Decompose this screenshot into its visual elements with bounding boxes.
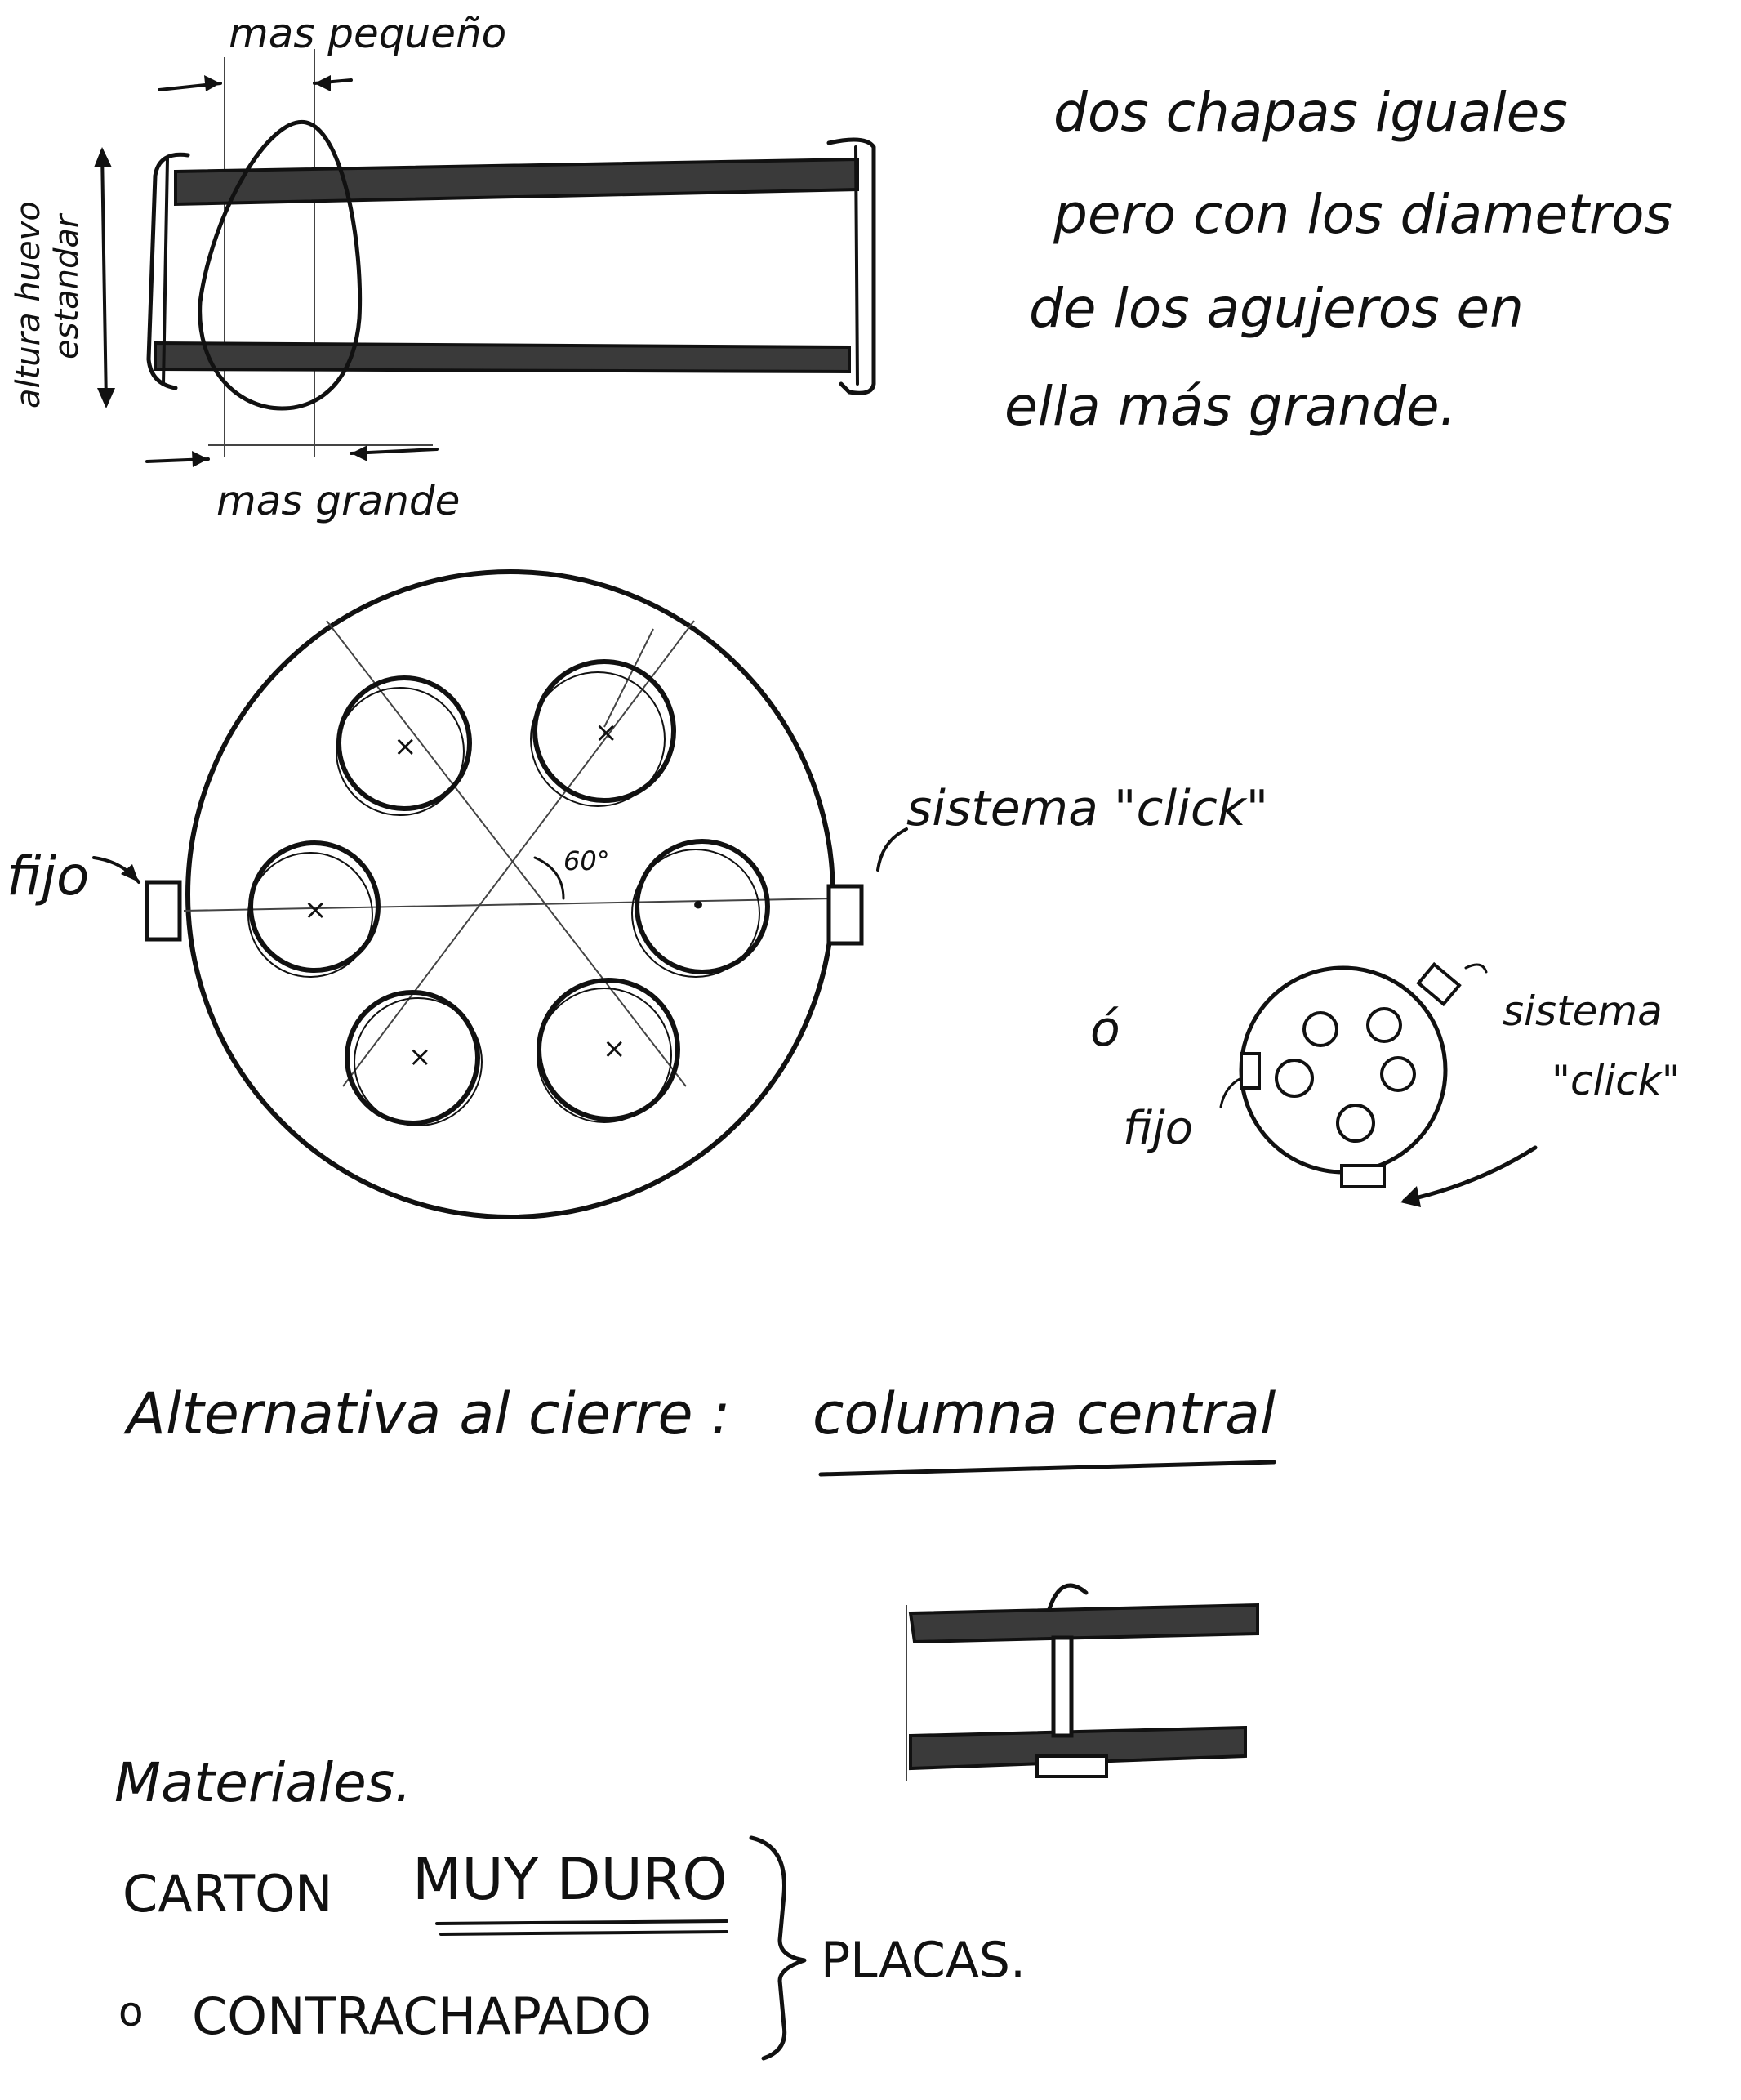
arrowhead [97, 388, 115, 408]
fixed-hinge-tab [147, 882, 180, 939]
column-base [1037, 1756, 1106, 1777]
egg-hole [632, 841, 768, 977]
central-column-sketch [906, 1585, 1258, 1781]
material-option-1-emphasis: MUY DURO [412, 1846, 728, 1913]
plate-centerline [184, 898, 837, 911]
materials-section [114, 1751, 1026, 2058]
material-option-2: CONTRACHAPADO [192, 1986, 652, 2046]
closure-alternative [123, 1380, 1276, 1474]
egg-hole [537, 980, 678, 1122]
column-knob [1049, 1585, 1086, 1609]
small-hole [1338, 1105, 1374, 1141]
alternative-prefix: Alternativa al cierre : [127, 1380, 731, 1447]
small-hole [1368, 1009, 1400, 1041]
label-bigger: mas grande [216, 477, 461, 524]
plates-label: PLACAS. [821, 1932, 1026, 1989]
angle-label: 60° [563, 845, 610, 876]
note-line-3: de los agujeros en [1029, 277, 1524, 340]
click-latch-tab [829, 886, 862, 943]
answer-underline [821, 1462, 1274, 1474]
emphasis-underline-2 [441, 1932, 727, 1934]
click-arrow [878, 829, 906, 870]
small-fixed-tab [1241, 1054, 1259, 1088]
material-option-2-bullet: o [118, 1988, 144, 2035]
small-fixed-label: fijo [1123, 1102, 1193, 1155]
construction-line [343, 621, 694, 1086]
note-line-1: dos chapas iguales [1053, 81, 1568, 144]
small-click-label-2: "click" [1552, 1057, 1681, 1104]
small-click-label-1: sistema [1503, 988, 1663, 1035]
arrowhead [314, 75, 331, 91]
plates-note [1004, 81, 1672, 438]
svg-text:×: × [304, 894, 327, 926]
plate-outline [188, 572, 833, 1217]
bottom-plate-bar [155, 343, 849, 372]
arrowhead [204, 75, 220, 91]
arrowhead [94, 147, 112, 167]
svg-text:×: × [603, 1032, 626, 1065]
arrowhead [351, 445, 367, 461]
top-plate-bar [176, 159, 857, 204]
angle-arc [535, 858, 563, 898]
plate-sketch [7, 572, 1268, 1217]
central-column [1053, 1638, 1071, 1736]
small-hole [1382, 1058, 1414, 1090]
svg-text:×: × [594, 716, 618, 749]
label-smaller: mas pequeño [229, 10, 507, 57]
svg-text:•: • [690, 889, 707, 922]
right-end-cap-inner [856, 147, 857, 384]
fixed-label: fijo [7, 845, 90, 907]
label-egg-height: altura huevo [10, 201, 47, 408]
emphasis-underline-1 [437, 1921, 727, 1924]
material-option-1: CARTON [122, 1864, 333, 1924]
egg-hole [347, 992, 482, 1126]
egg-hole [336, 678, 470, 815]
click-system-label: sistema "click" [906, 780, 1269, 837]
height-arrow [102, 151, 106, 404]
side-view-sketch [10, 10, 874, 524]
note-line-4: ella más grande. [1004, 375, 1457, 438]
or-label: ó [1090, 1001, 1120, 1058]
small-hole [1276, 1060, 1312, 1096]
column-top-plate [911, 1605, 1258, 1642]
small-hole [1304, 1013, 1337, 1046]
materials-heading: Materiales. [114, 1751, 412, 1814]
small-fixed-arrow [1221, 1078, 1241, 1107]
svg-text:×: × [408, 1041, 432, 1073]
egg-hole [531, 662, 674, 806]
rotation-arrow [1405, 1148, 1535, 1201]
small-click-arrow [1466, 965, 1486, 972]
small-click-tab [1418, 965, 1459, 1005]
alternative-answer: columna central [813, 1380, 1276, 1447]
materials-brace [751, 1838, 804, 2058]
arrowhead [192, 451, 208, 467]
svg-text:×: × [394, 730, 417, 763]
small-plate-sketch [1090, 965, 1681, 1207]
label-standard: estandar [48, 214, 86, 359]
note-line-2: pero con los diametros [1053, 183, 1672, 246]
small-bottom-tab [1342, 1166, 1384, 1187]
arrowhead [1400, 1186, 1421, 1207]
